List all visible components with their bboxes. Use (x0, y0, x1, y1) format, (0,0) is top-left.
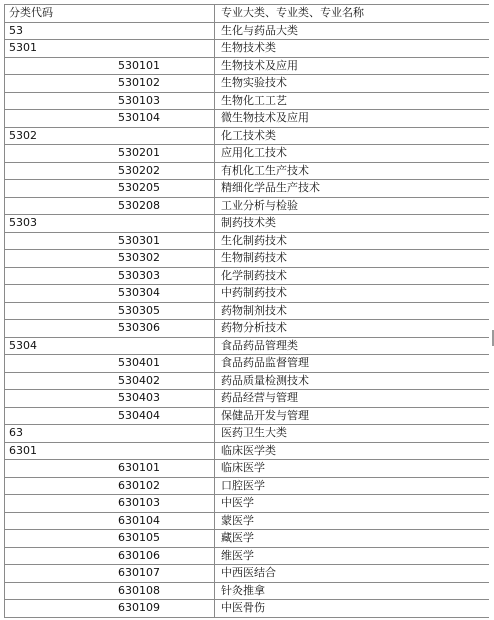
name-cell: 食品药品管理类 (215, 337, 490, 355)
table-row (5, 530, 490, 548)
table-row (5, 582, 490, 600)
code-cell: 63 (5, 425, 215, 443)
table-row (5, 127, 490, 145)
code-cell: 530402 (5, 372, 215, 390)
name-cell: 应用化工技术 (215, 145, 490, 163)
header-name-cell: 专业大类、专业类、专业名称 (215, 5, 490, 23)
table-row (5, 390, 490, 408)
table-row (5, 372, 490, 390)
table-row (5, 180, 490, 198)
table-row (5, 145, 490, 163)
name-cell: 医药卫生大类 (215, 425, 490, 443)
table-row (5, 355, 490, 373)
table-row (5, 162, 490, 180)
name-cell: 精细化学品生产技术 (215, 180, 490, 198)
code-cell: 630101 (5, 460, 215, 478)
table-row (5, 512, 490, 530)
table-row (5, 250, 490, 268)
code-cell: 630109 (5, 600, 215, 618)
table-row (5, 442, 490, 460)
name-cell: 生物技术及应用 (215, 57, 490, 75)
header-code-cell: 分类代码 (5, 5, 215, 23)
code-cell: 530208 (5, 197, 215, 215)
table-row (5, 197, 490, 215)
code-cell: 530303 (5, 267, 215, 285)
code-cell: 530302 (5, 250, 215, 268)
code-cell: 530305 (5, 302, 215, 320)
name-cell: 药品质量检测技术 (215, 372, 490, 390)
table-row (5, 285, 490, 303)
code-cell: 530103 (5, 92, 215, 110)
table-row (5, 460, 490, 478)
name-cell: 中西医结合 (215, 565, 490, 583)
header-row (5, 5, 490, 23)
name-cell: 药品经营与管理 (215, 390, 490, 408)
code-cell: 530202 (5, 162, 215, 180)
table-row (5, 40, 490, 58)
name-cell: 制药技术类 (215, 215, 490, 233)
code-cell: 630104 (5, 512, 215, 530)
code-cell: 6301 (5, 442, 215, 460)
code-cell: 530102 (5, 75, 215, 93)
table-row (5, 565, 490, 583)
table-row (5, 302, 490, 320)
major-catalog-table (4, 4, 490, 618)
code-cell: 530401 (5, 355, 215, 373)
code-cell: 630105 (5, 530, 215, 548)
name-cell: 口腔医学 (215, 477, 490, 495)
name-cell: 化工技术类 (215, 127, 490, 145)
table-row (5, 477, 490, 495)
name-cell: 保健品开发与管理 (215, 407, 490, 425)
table-row (5, 337, 490, 355)
name-cell: 微生物技术及应用 (215, 110, 490, 128)
name-cell: 生化制药技术 (215, 232, 490, 250)
code-cell: 530403 (5, 390, 215, 408)
name-cell: 食品药品监督管理 (215, 355, 490, 373)
name-cell: 药物制剂技术 (215, 302, 490, 320)
name-cell: 化学制药技术 (215, 267, 490, 285)
name-cell: 工业分析与检验 (215, 197, 490, 215)
name-cell: 有机化工生产技术 (215, 162, 490, 180)
code-cell: 530304 (5, 285, 215, 303)
code-cell: 630108 (5, 582, 215, 600)
table-row (5, 600, 490, 618)
name-cell: 生物技术类 (215, 40, 490, 58)
table-row (5, 495, 490, 513)
code-cell: 530404 (5, 407, 215, 425)
table-row (5, 92, 490, 110)
table-body (5, 5, 490, 618)
table-row (5, 407, 490, 425)
page-edge (489, 0, 494, 620)
name-cell: 藏医学 (215, 530, 490, 548)
code-cell: 630106 (5, 547, 215, 565)
code-cell: 530205 (5, 180, 215, 198)
table-row (5, 75, 490, 93)
name-cell: 生物制药技术 (215, 250, 490, 268)
table-row (5, 267, 490, 285)
name-cell: 生物实验技术 (215, 75, 490, 93)
name-cell: 中药制药技术 (215, 285, 490, 303)
code-cell: 530301 (5, 232, 215, 250)
name-cell: 生化与药品大类 (215, 22, 490, 40)
name-cell: 中医学 (215, 495, 490, 513)
code-cell: 5301 (5, 40, 215, 58)
table-row (5, 22, 490, 40)
code-cell: 5302 (5, 127, 215, 145)
table-row (5, 547, 490, 565)
name-cell: 中医骨伤 (215, 600, 490, 618)
table-row (5, 425, 490, 443)
code-cell: 630102 (5, 477, 215, 495)
code-cell: 530201 (5, 145, 215, 163)
code-cell: 530104 (5, 110, 215, 128)
table-row (5, 320, 490, 338)
name-cell: 临床医学 (215, 460, 490, 478)
code-cell: 630107 (5, 565, 215, 583)
code-cell: 530306 (5, 320, 215, 338)
name-cell: 临床医学类 (215, 442, 490, 460)
code-cell: 530101 (5, 57, 215, 75)
table-row (5, 215, 490, 233)
code-cell: 630103 (5, 495, 215, 513)
name-cell: 针灸推拿 (215, 582, 490, 600)
name-cell: 维医学 (215, 547, 490, 565)
code-cell: 5303 (5, 215, 215, 233)
name-cell: 药物分析技术 (215, 320, 490, 338)
code-cell: 5304 (5, 337, 215, 355)
table-row (5, 232, 490, 250)
table-row (5, 110, 490, 128)
table-row (5, 57, 490, 75)
name-cell: 蒙医学 (215, 512, 490, 530)
name-cell: 生物化工工艺 (215, 92, 490, 110)
code-cell: 53 (5, 22, 215, 40)
